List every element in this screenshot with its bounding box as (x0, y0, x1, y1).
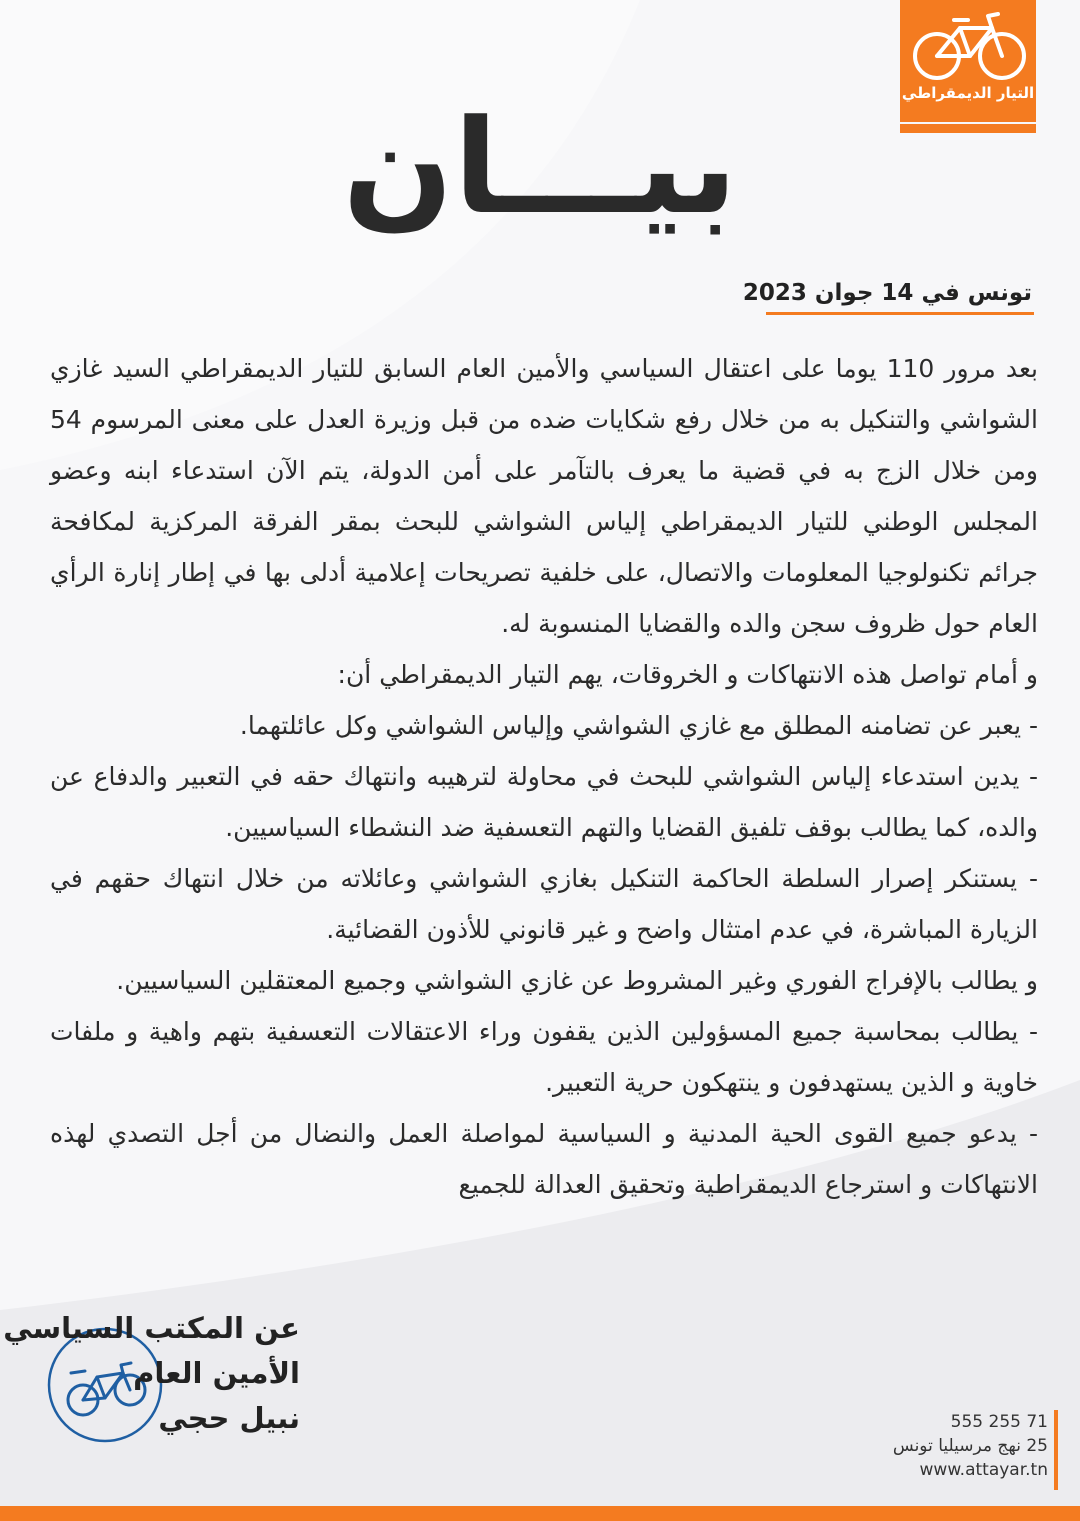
contact-website[interactable]: www.attayar.tn (919, 1460, 1048, 1480)
paragraph-point: و يطالب بالإفراج الفوري وغير المشروط عن غازي الشواشي وجميع المعتقلين السياسيين. (116, 966, 1038, 995)
paragraph-point: - يدعو جميع القوى الحية المدنية و السياسية لمواصلة العمل والنضال من أجل التصدي لهذه الانتهاكات و استرجاع الديمقراطية وتحقيق العدالة للجميع (50, 1119, 1038, 1199)
paragraph-intro: بعد مرور 110 يوما على اعتقال السياسي والأمين العام السابق للتيار الديمقراطي السيد غازي الشواشي والتنكيل به من خلال رفع شكايات ضده من قبل وزيرة العدل على معنى المرسوم 54 ومن خلال الزج به في قضية ما يعرف بالتآمر على أمن الدولة، يتم الآن استدعاء ابنه وعضو المجلس الوطني للتيار الديمقراطي إلياس الشواشي للبحث بمقر الفرقة المركزية لمكافحة جرائم تكنولوجيا المعلومات والاتصال، على خلفية تصريحات إعلامية أدلى بها في إطار إنارة الرأي العام حول ظروف سجن والده والقضايا المنسوبة له. (50, 354, 1038, 638)
statement-body (50, 343, 1038, 1210)
logo-text: التيار الديمقراطي (901, 84, 1035, 102)
logo-underline (900, 124, 1036, 133)
paragraph-point: - يستنكر إصرار السلطة الحاكمة التنكيل بغازي الشواشي وعائلاته من خلال انتهاك حقهم في الزيارة المباشرة، في عدم امتثال واضح و غير قانوني للأذون القضائية. (50, 864, 1038, 944)
contact-address: 25 نهج مرسيليا تونس (892, 1436, 1048, 1456)
signature-block (3, 1306, 300, 1441)
paragraph-lead: و أمام تواصل هذه الانتهاكات و الخروقات، يهم التيار الديمقراطي أن: (337, 660, 1038, 689)
party-logo (900, 0, 1036, 122)
paragraph-point: - يطالب بمحاسبة جميع المسؤولين الذين يقفون وراء الاعتقالات التعسفية بتهم واهية و ملفات خاوية و الذين يستهدفون و ينتهكون حرية التعبير. (50, 1017, 1038, 1097)
date-line: تونس في 14 جوان 2023 (742, 280, 1032, 306)
signature-office: عن المكتب السياسي (3, 1311, 300, 1345)
date-underline (766, 312, 1034, 315)
signature-role: الأمين العام (133, 1356, 300, 1390)
paragraph-point: - يدين استدعاء إلياس الشواشي للبحث في محاولة لترهيبه وانتهاك حقه في التعبير والدفاع عن والده، كما يطالب بوقف تلفيق القضايا والتهم التعسفية ضد النشطاء السياسيين. (50, 762, 1038, 842)
footer-bar (0, 1506, 1080, 1521)
bicycle-icon (908, 6, 1028, 82)
contact-phone: 71 255 555 (950, 1412, 1048, 1432)
signature-name: نبيل حجي (158, 1401, 300, 1435)
page-title: بيـــان (342, 91, 738, 243)
contact-block (848, 1410, 1058, 1490)
paragraph-point: - يعبر عن تضامنه المطلق مع غازي الشواشي وإلياس الشواشي وكل عائلتهما. (239, 711, 1038, 740)
